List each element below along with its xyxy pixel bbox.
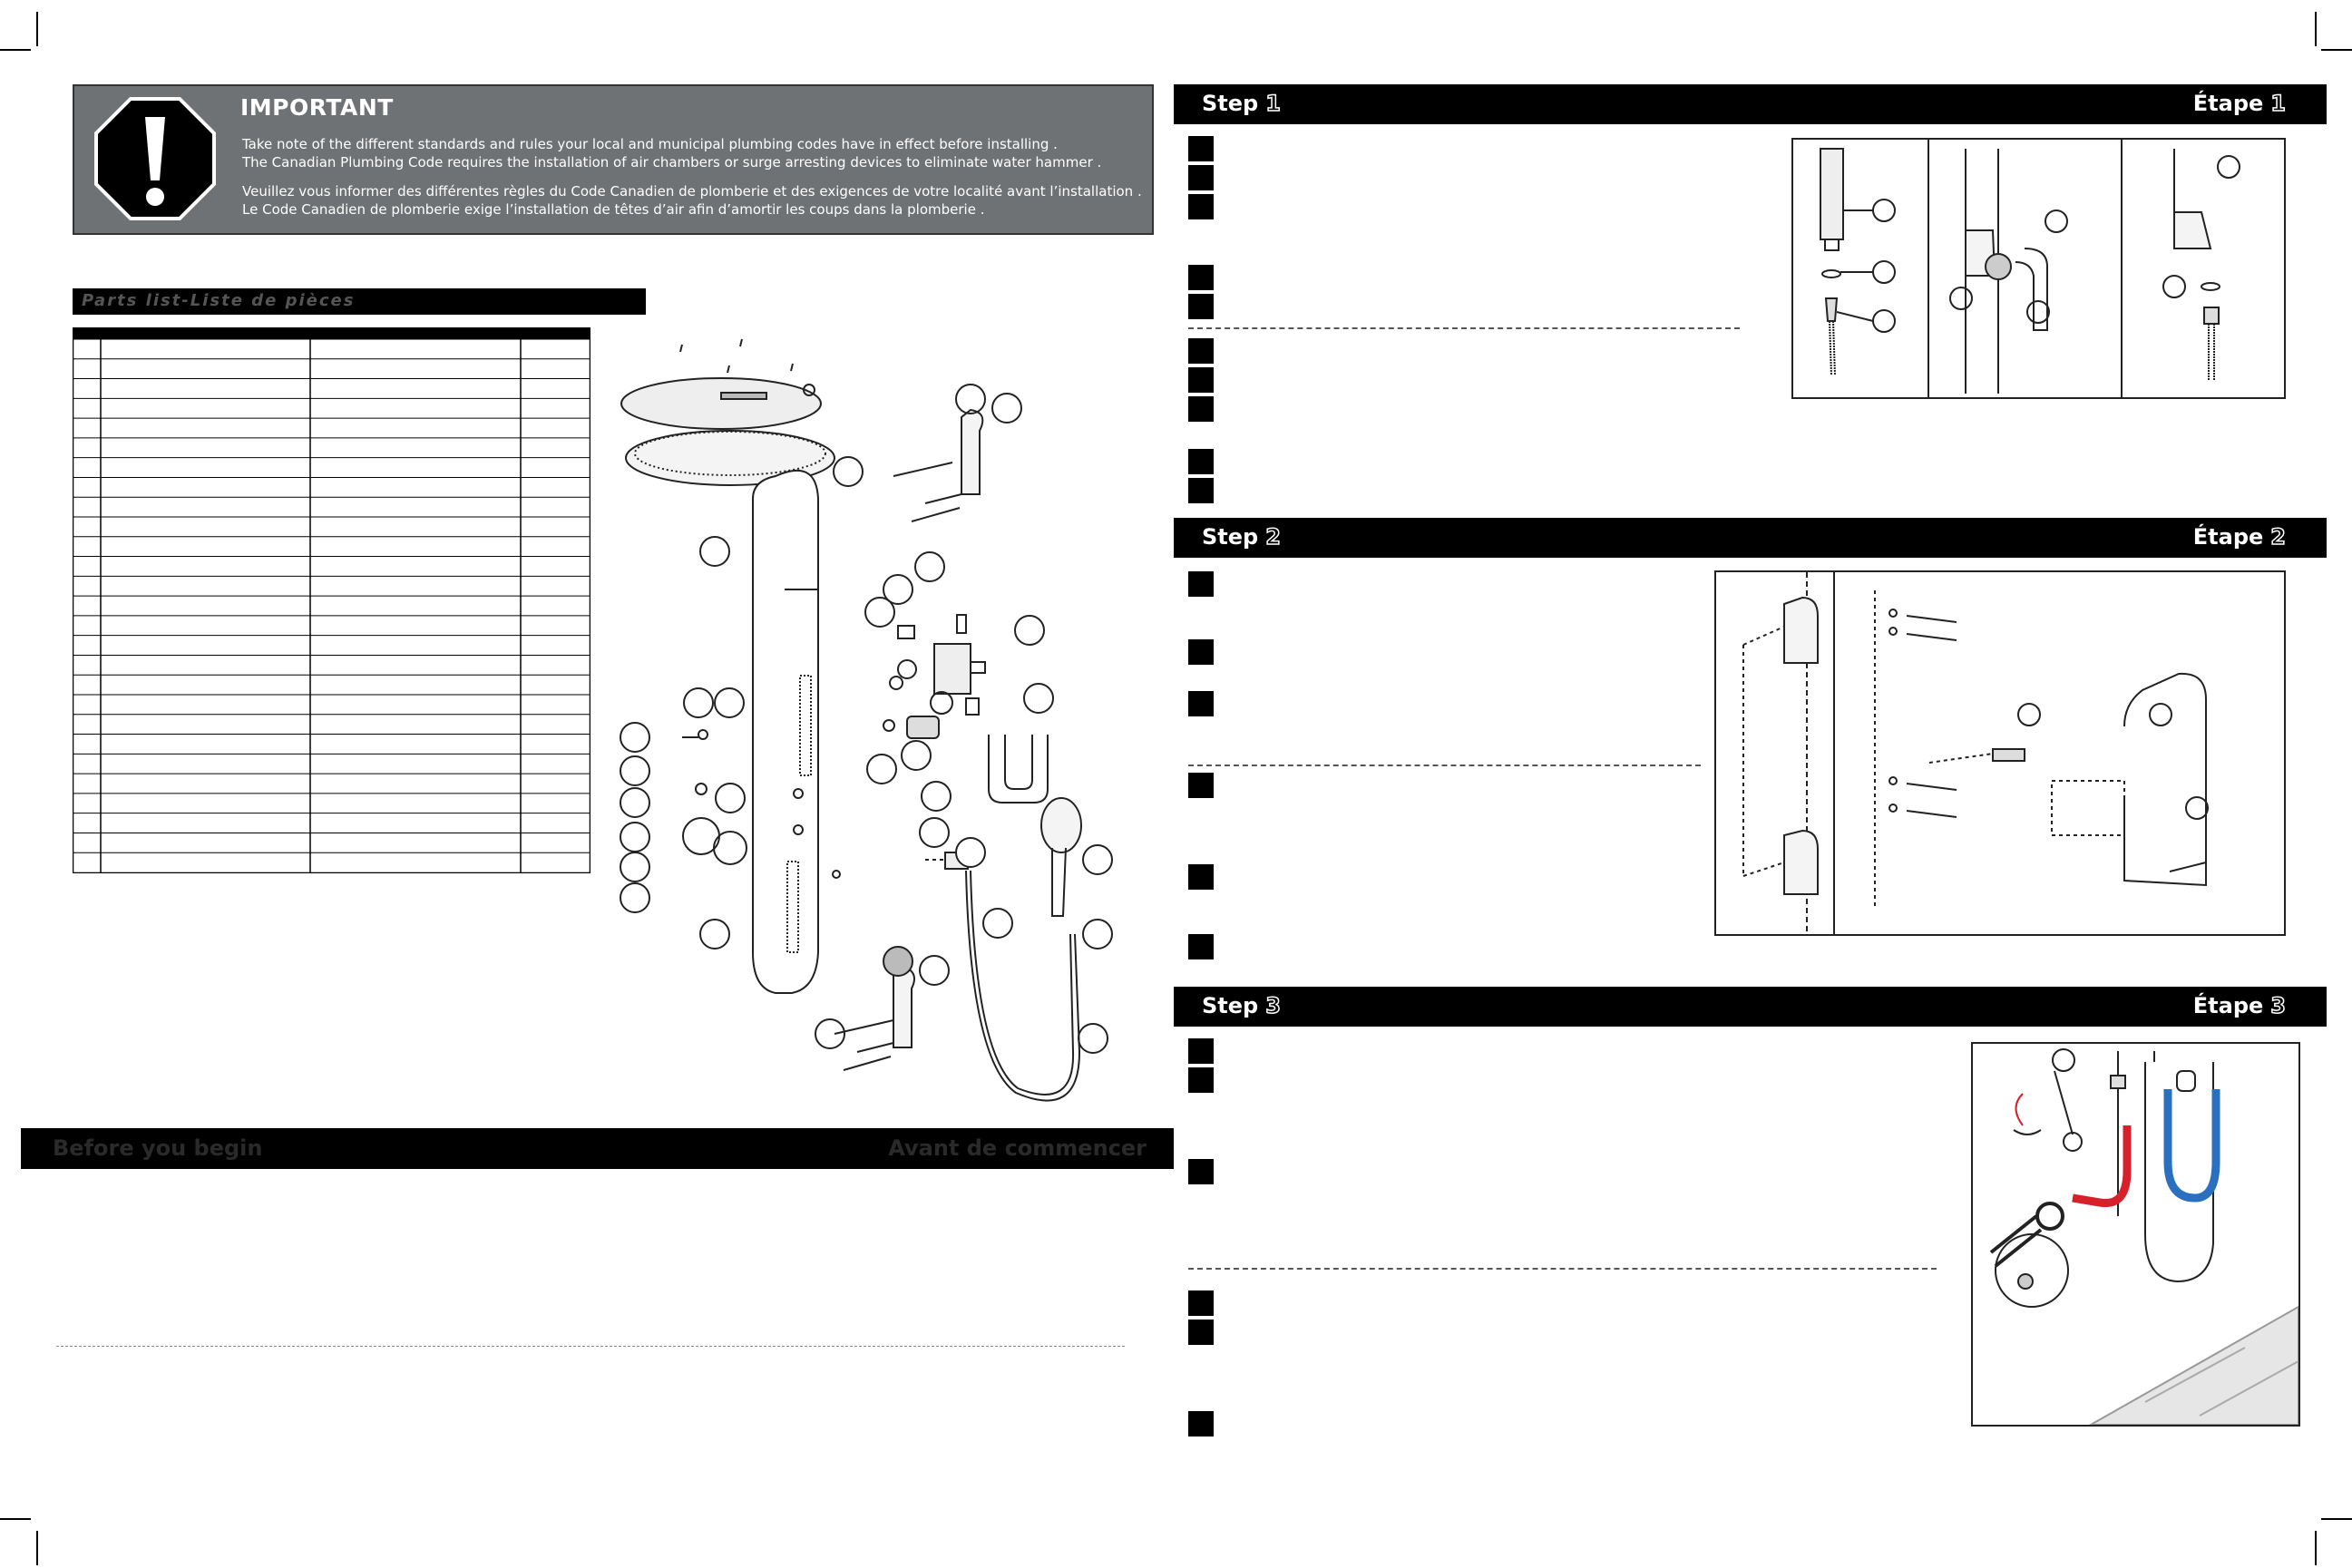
step-2-illustration — [1714, 570, 2286, 936]
bullet-square — [1188, 396, 1214, 422]
crop-mark — [0, 1518, 31, 1520]
bullet-square — [1188, 294, 1214, 319]
divider — [1188, 1268, 1937, 1270]
before-title-en: Before you begin — [53, 1135, 263, 1161]
exploded-parts-diagram — [608, 317, 1125, 1115]
bullet-square — [1188, 265, 1214, 290]
crop-mark — [2321, 49, 2352, 51]
step-3-connection-diagram — [1973, 1044, 2298, 1425]
bullet-square — [1188, 934, 1214, 959]
step-2-number: 2 — [1265, 524, 1281, 550]
parts-list-header — [73, 288, 646, 315]
bullet-square — [1188, 367, 1214, 393]
bullet-square — [1188, 773, 1214, 798]
important-text-en-2: The Canadian Plumbing Code requires the installation of air chambers or surge arresting devices to eliminate water hammer . — [242, 154, 1102, 170]
step-2-bracket-diagram — [1716, 572, 2284, 934]
step-2-number-fr: 2 — [2270, 524, 2286, 550]
bullet-square — [1188, 864, 1214, 890]
step-1-bar — [1174, 84, 2327, 124]
warning-octagon-icon — [94, 97, 216, 220]
divider — [56, 1346, 1125, 1347]
bullet-square — [1188, 1411, 1214, 1437]
crop-mark — [2321, 1518, 2352, 1520]
crop-mark — [0, 49, 31, 51]
important-text-fr-1: Veuillez vous informer des différentes règles du Code Canadien de plomberie et des exigences de votre localité avant l’installation . — [242, 183, 1142, 200]
step-1-illustration — [1791, 138, 2286, 399]
bullet-square — [1188, 691, 1214, 716]
step-3-illustration — [1971, 1042, 2300, 1427]
step-1-number-fr: 1 — [2270, 91, 2286, 116]
before-title-fr: Avant de commencer — [888, 1135, 1147, 1161]
step-3-number-fr: 3 — [2270, 993, 2286, 1018]
crop-mark — [2315, 12, 2317, 46]
step-3-label: Step — [1202, 993, 1259, 1018]
bullet-square — [1188, 194, 1214, 219]
divider — [1188, 327, 1740, 329]
step-3-bar — [1174, 987, 2327, 1027]
bullet-square — [1188, 1290, 1214, 1316]
step-2-label-fr: Étape — [2192, 524, 2264, 550]
parts-list-title: Parts list-Liste de pièces — [82, 291, 356, 310]
step-1-label: Step — [1202, 91, 1259, 116]
bullet-square — [1188, 1067, 1214, 1093]
important-title: IMPORTANT — [240, 94, 394, 121]
bullet-square — [1188, 1038, 1214, 1064]
important-notice — [73, 84, 1154, 235]
bullet-square — [1188, 1159, 1214, 1184]
step-2-label: Step — [1202, 524, 1259, 550]
bullet-square — [1188, 136, 1214, 161]
step-2-bar — [1174, 518, 2327, 558]
crop-mark — [36, 12, 38, 46]
bullet-square — [1188, 338, 1214, 364]
crop-mark — [2315, 1531, 2317, 1565]
bullet-square — [1188, 571, 1214, 597]
important-text-en-1: Take note of the different standards and rules your local and municipal plumbing codes have in effect before installing . — [242, 136, 1058, 152]
bullet-square — [1188, 449, 1214, 474]
bullet-square — [1188, 639, 1214, 665]
before-you-begin-bar — [21, 1128, 1174, 1169]
bullet-square — [1188, 1320, 1214, 1345]
divider — [1188, 765, 1701, 766]
bullet-square — [1188, 165, 1214, 190]
parts-table — [73, 327, 590, 873]
crop-mark — [36, 1531, 38, 1565]
step-1-hose-diagram — [1793, 140, 2284, 397]
bullet-square — [1188, 478, 1214, 503]
important-text-fr-2: Le Code Canadien de plomberie exige l’installation de têtes d’air afin d’amortir les coups dans la plomberie . — [242, 201, 985, 218]
step-3-label-fr: Étape — [2192, 993, 2264, 1018]
step-3-number: 3 — [1265, 993, 1281, 1018]
step-1-label-fr: Étape — [2192, 91, 2264, 116]
step-1-number: 1 — [1265, 91, 1281, 116]
